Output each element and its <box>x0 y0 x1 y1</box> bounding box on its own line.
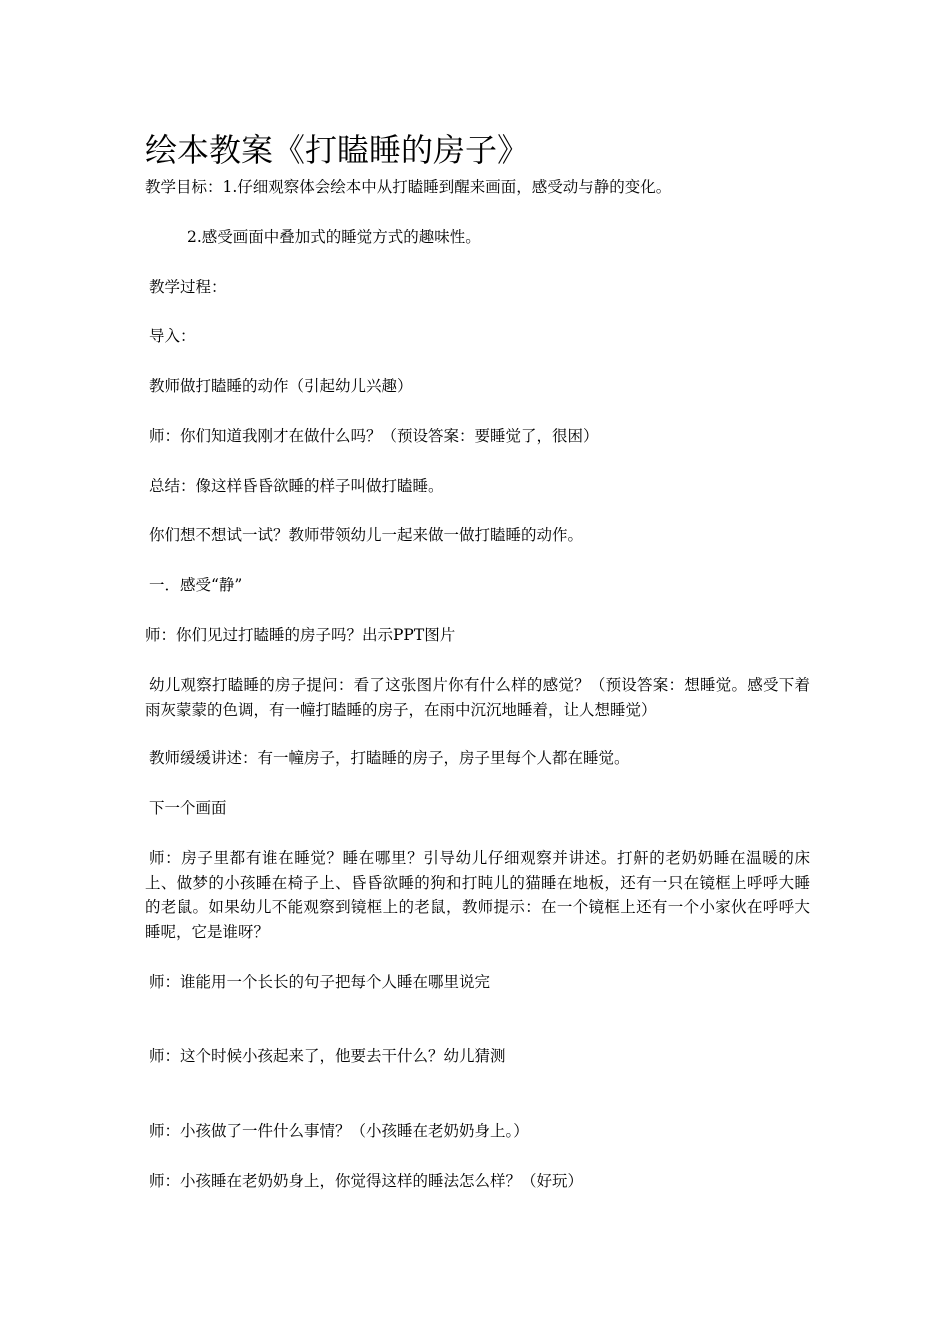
paragraph: 师：你们知道我刚才在做什么吗？（预设答案：要睡觉了，很困） <box>149 427 599 445</box>
section-heading-process: 教学过程： <box>149 278 227 296</box>
paragraph: 教师缓缓讲述：有一幢房子，打瞌睡的房子，房子里每个人都在睡觉。 <box>149 749 630 767</box>
paragraph: 教师做打瞌睡的动作（引起幼儿兴趣） <box>149 377 413 395</box>
section-heading-quiet: 一．感受“静” <box>149 576 243 594</box>
paragraph: 总结：像这样昏昏欲睡的样子叫做打瞌睡。 <box>149 477 444 495</box>
paragraph: 师：小孩睡在老奶奶身上，你觉得这样的睡法怎么样？（好玩） <box>149 1172 584 1190</box>
paragraph: 下一个画面 <box>149 799 227 817</box>
paragraph: 师：谁能用一个长长的句子把每个人睡在哪里说完 <box>149 973 491 991</box>
paragraph: 你们想不想试一试？教师带领幼儿一起来做一做打瞌睡的动作。 <box>149 526 584 544</box>
paragraph: 师：你们见过打瞌睡的房子吗？出示PPT图片 <box>145 626 456 644</box>
teaching-goal-2: 2.感受画面中叠加式的睡觉方式的趣味性。 <box>187 228 481 246</box>
paragraph: 师：小孩做了一件什么事情？（小孩睡在老奶奶身上。） <box>149 1122 529 1140</box>
teaching-goal-1: 教学目标：1.仔细观察体会绘本中从打瞌睡到醒来画面，感受动与静的变化。 <box>145 178 672 196</box>
paragraph: 幼儿观察打瞌睡的房子提问：看了这张图片你有什么样的感觉？（预设答案：想睡觉。感受下着雨灰蒙蒙的色调，有一幢打瞌睡的房子，在雨中沉沉地睡着，让人想睡觉） <box>145 676 810 719</box>
paragraph: 师：房子里都有谁在睡觉？睡在哪里？引导幼儿仔细观察并讲述。打鼾的老奶奶睡在温暖的床上、做梦的小孩睡在椅子上、昏昏欲睡的狗和打盹儿的猫睡在地板，还有一只在镜框上呼呼大睡的老鼠。如果幼儿不能观察到镜框上的老鼠，教师提示：在一个镜框上还有一个小家伙在呼呼大睡呢，它是谁呀？ <box>145 849 810 941</box>
section-heading-intro: 导入： <box>149 327 196 345</box>
page-title: 绘本教案《打瞌睡的房子》 <box>145 131 530 169</box>
paragraph: 师：这个时候小孩起来了，他要去干什么？幼儿猜测 <box>149 1047 506 1065</box>
